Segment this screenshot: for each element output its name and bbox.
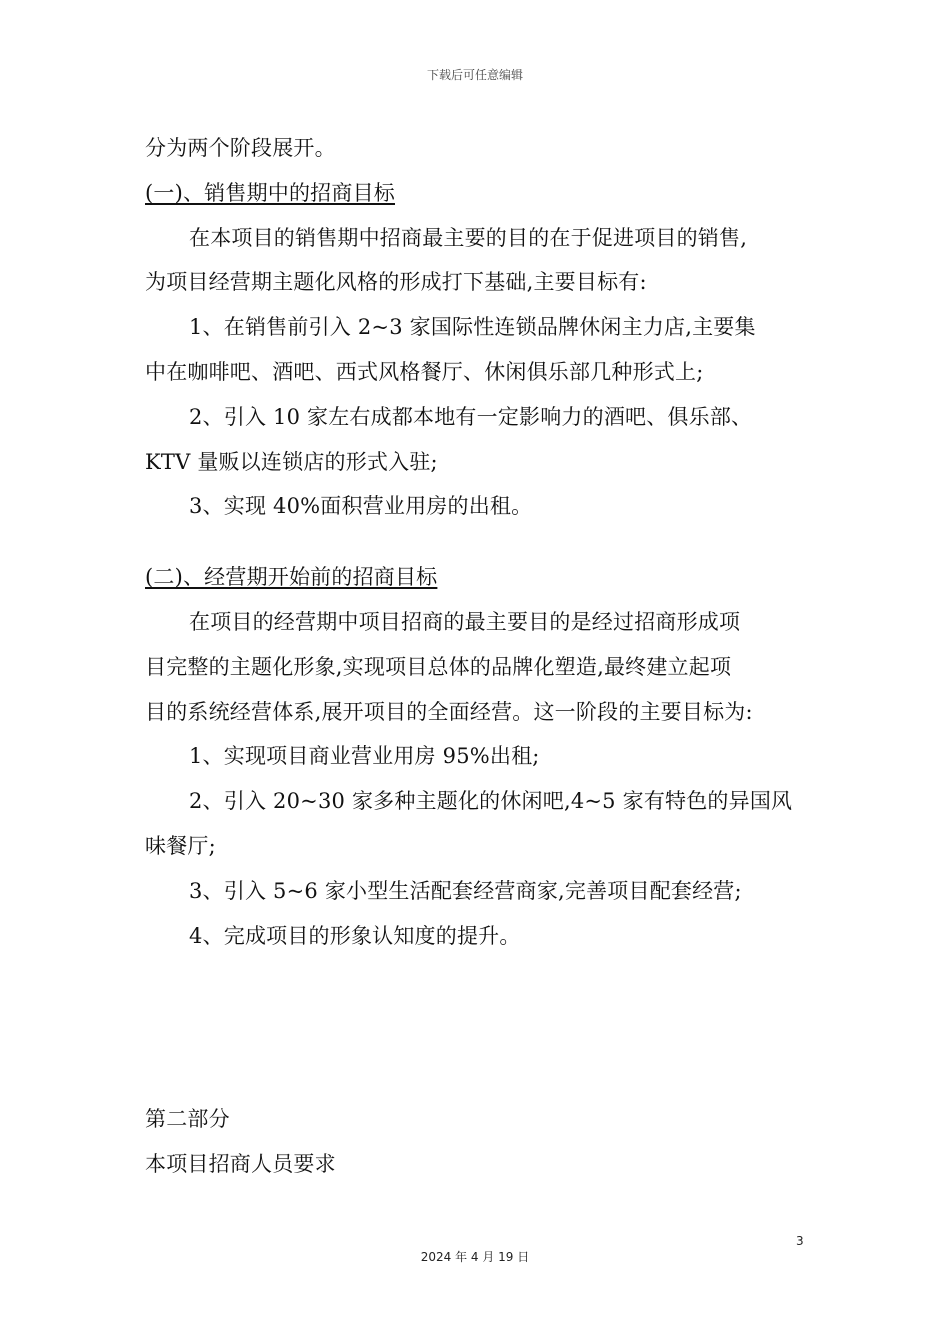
page-header: 下载后可任意编辑 (426, 68, 523, 82)
section2-heading-text: (二)、经营期开始前的招商目标 (145, 565, 438, 590)
section1-heading-text: (一)、销售期中的招商目标 (145, 180, 395, 205)
page-footer-date: 2024 年 4 月 19 日 (420, 1250, 530, 1264)
section2-paragraph-line: 目完整的主题化形象,实现项目总体的品牌化塑造,最终建立起项 (145, 654, 732, 679)
intro-text: 分为两个阶段展开。 (145, 136, 336, 160)
section2-paragraph-line: 目的系统经营体系,展开项目的全面经营。这一阶段的主要目标为: (145, 699, 753, 724)
section1-heading (145, 171, 825, 216)
section2-item3: 3、引入 5~6 家小型生活配套经营商家,完善项目配套经营; (189, 878, 742, 903)
section1-paragraph-line: 在本项目的销售期中招商最主要的目的在于促进项目的销售, (189, 225, 748, 250)
section1-paragraph-line: 为项目经营期主题化风格的形成打下基础,主要目标有: (145, 270, 647, 295)
part2-subtitle: 本项目招商人员要求 (145, 1152, 336, 1177)
section1-item3: 3、实现 40%面积营业用房的出租。 (189, 494, 533, 519)
part2-title: 第二部分 (145, 1107, 230, 1132)
document-body (145, 126, 825, 1187)
section1-item2-line: KTV 量贩以连锁店的形式入驻; (145, 449, 438, 474)
section2-item2-line: 味餐厅; (145, 833, 216, 858)
section2-item2-line: 2、引入 20~30 家多种主题化的休闲吧,4~5 家有特色的异国风 (189, 789, 793, 814)
section2-item4: 4、完成项目的形象认知度的提升。 (189, 923, 521, 948)
section1-item1-line: 1、在销售前引入 2~3 家国际性连锁品牌休闲主力店,主要集 (189, 315, 756, 340)
section2-item1: 1、实现项目商业营业用房 95%出租; (189, 744, 540, 769)
section1-item2-line: 2、引入 10 家左右成都本地有一定影响力的酒吧、俱乐部、 (189, 404, 753, 429)
page-number: 3 (796, 1234, 804, 1248)
section-spacer (145, 529, 825, 555)
section2-heading (145, 555, 825, 600)
section2-paragraph-line: 在项目的经营期中项目招商的最主要目的是经过招商形成项 (189, 609, 741, 634)
part-spacer (145, 958, 825, 1097)
section1-item1-line: 中在咖啡吧、酒吧、西式风格餐厅、休闲俱乐部几种形式上; (145, 359, 704, 384)
